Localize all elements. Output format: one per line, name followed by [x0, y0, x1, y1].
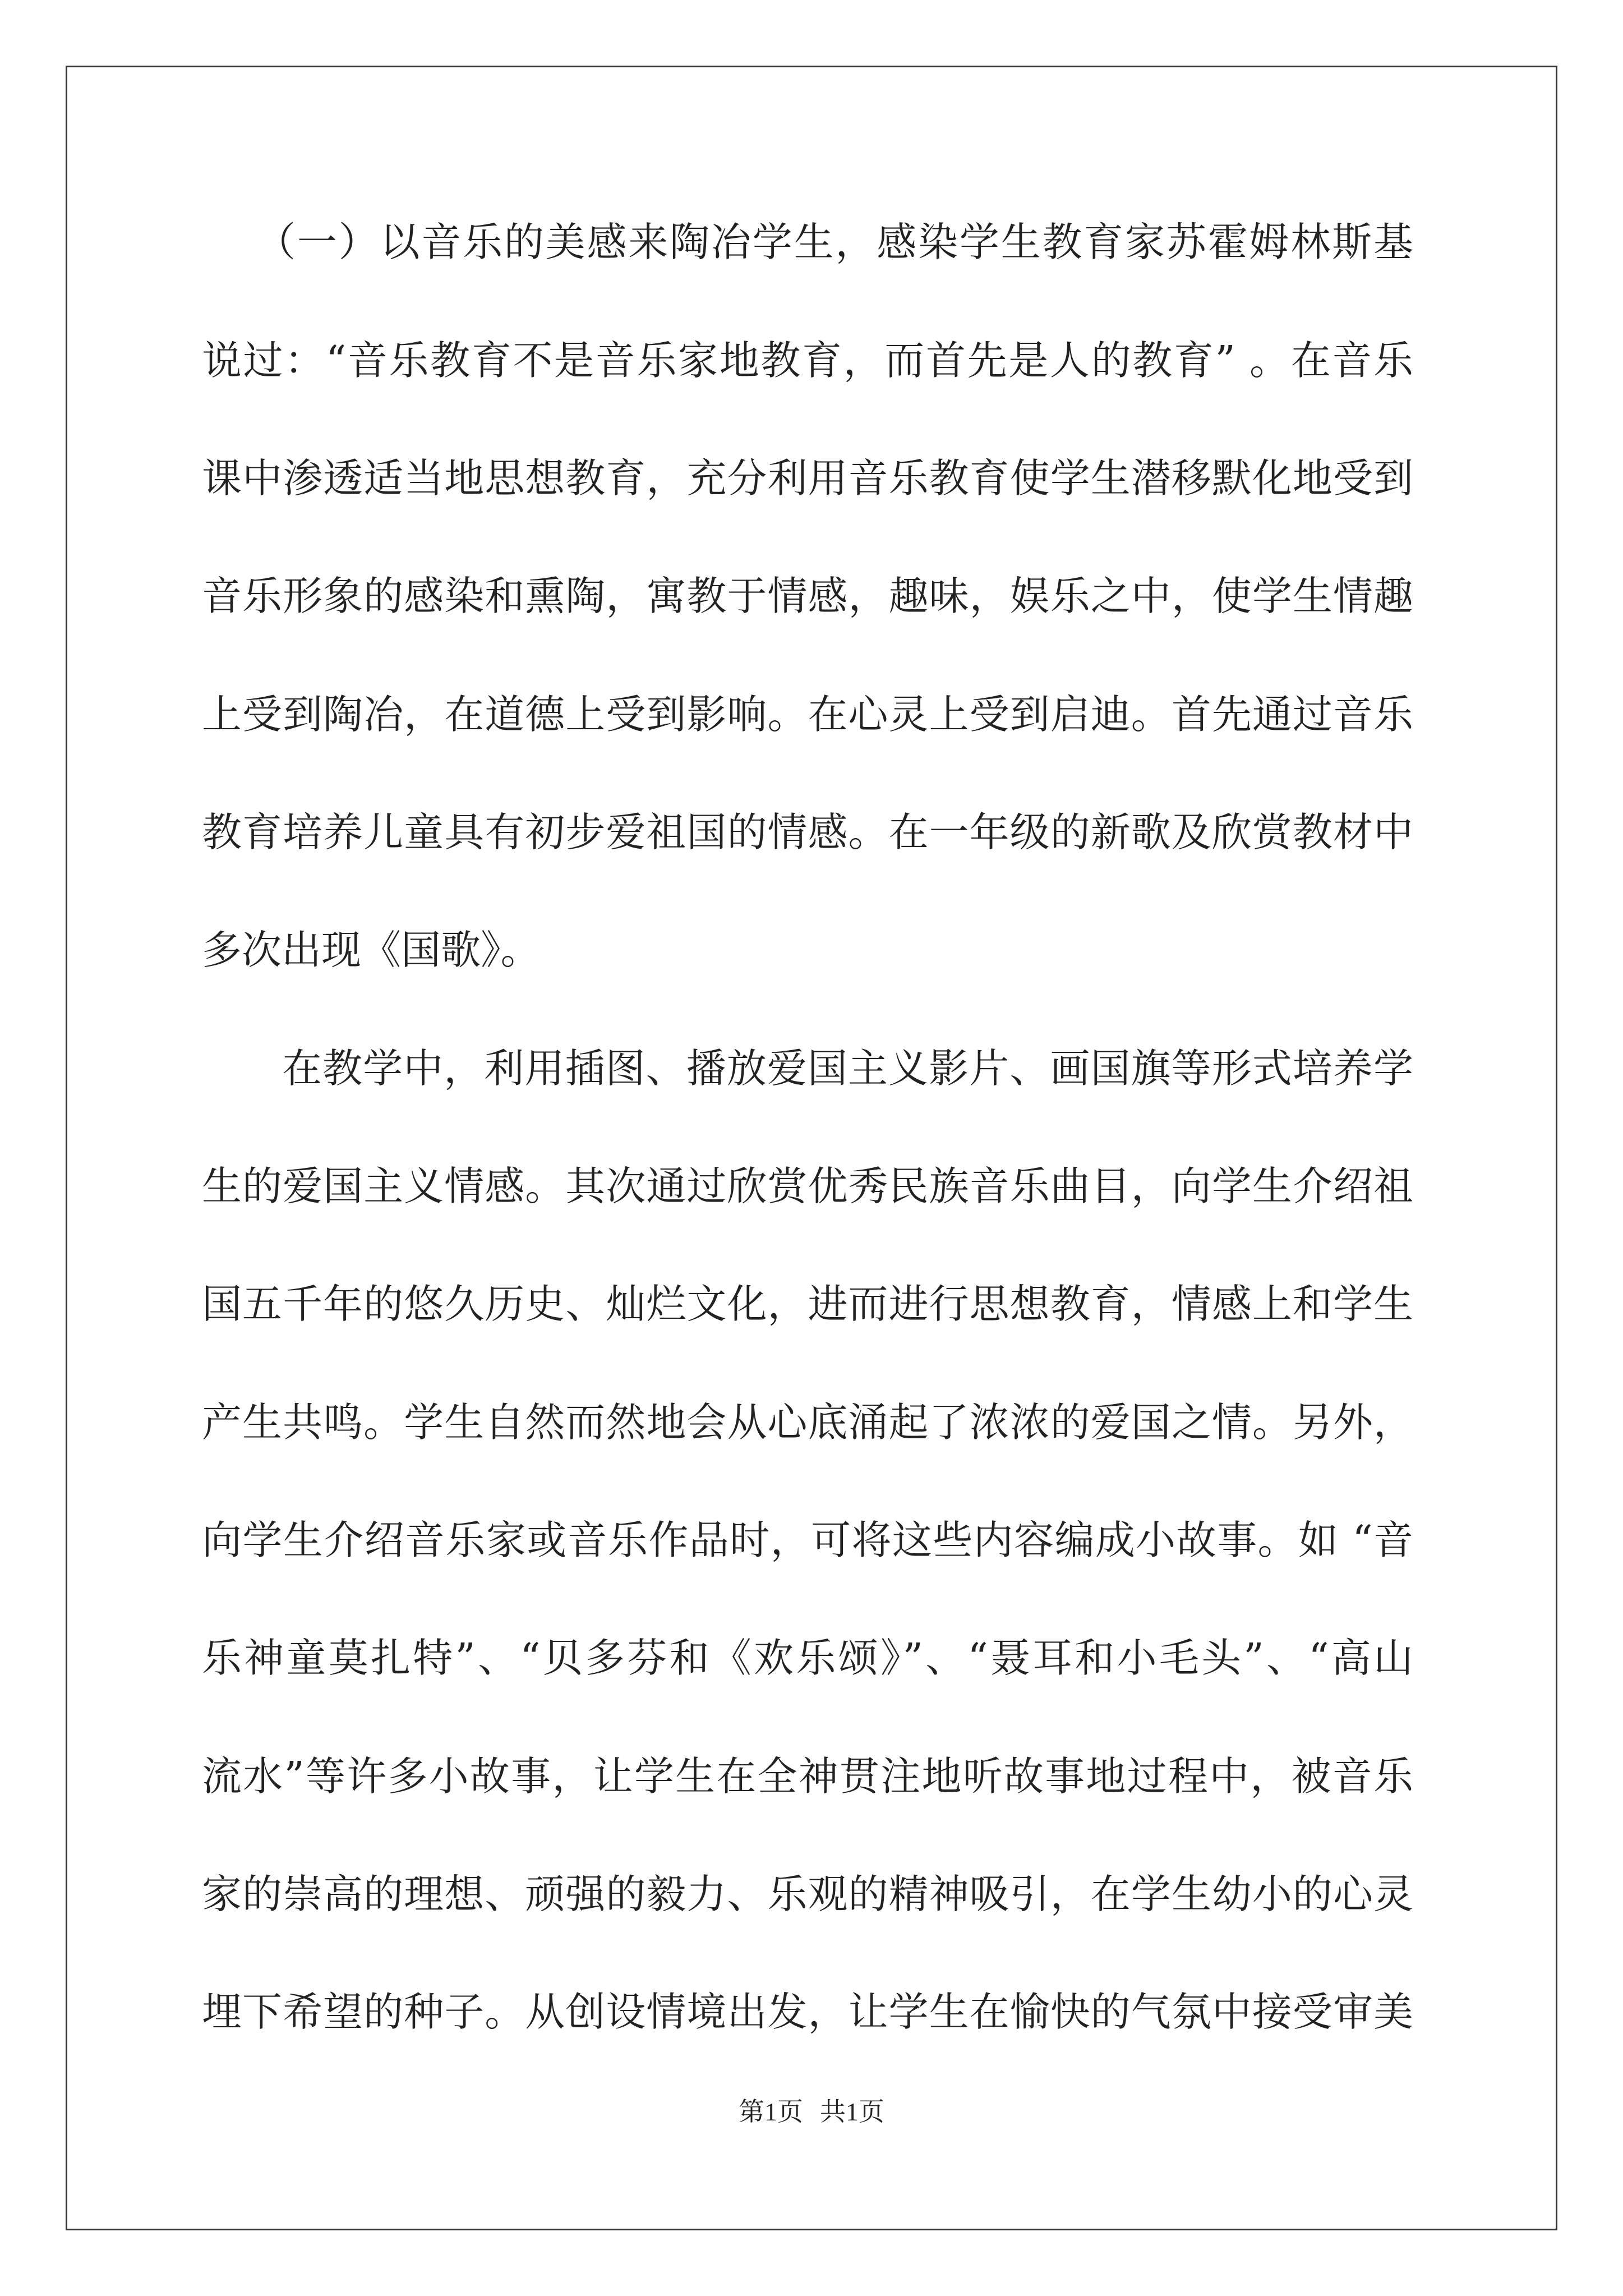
paragraph-2-line-3: 国五千年的悠久历史、灿烂文化，进而进行思想教育，情感上和学生	[202, 1281, 1413, 1327]
paragraph-2-line-5: 向学生介绍音乐家或音乐作品时，可将这些内容编成小故事。如 “音	[202, 1517, 1413, 1563]
paragraph-1-line-3: 课中渗透适当地思想教育，充分利用音乐教育使学生潜移默化地受到	[202, 455, 1413, 501]
page-number-total: 共1页	[820, 2097, 884, 2126]
paragraph-2-line-8: 家的崇高的理想、顽强的毅力、乐观的精神吸引，在学生幼小的心灵	[202, 1871, 1413, 1917]
paragraph-2-line-6: 乐神童莫扎特”、“贝多芬和《欢乐颂》”、“聂耳和小毛头”、“高山	[202, 1635, 1413, 1681]
paragraph-2-line-2: 生的爱国主义情感。其次通过欣赏优秀民族音乐曲目，向学生介绍祖	[202, 1163, 1413, 1209]
paragraph-1-line-6: 教育培养儿童具有初步爱祖国的情感。在一年级的新歌及欣赏教材中	[202, 809, 1413, 855]
paragraph-2-line-9: 埋下希望的种子。从创设情境出发，让学生在愉快的气氛中接受审美	[202, 1989, 1413, 2035]
page-number-current: 第1页	[739, 2097, 803, 2126]
page-footer	[0, 2095, 1623, 2129]
paragraph-1-line-7: 多次出现《国歌》。	[202, 927, 541, 973]
paragraph-1-line-5: 上受到陶冶，在道德上受到影响。在心灵上受到启迪。首先通过音乐	[202, 691, 1413, 738]
paragraph-2-line-1: 在教学中，利用插图、播放爱国主义影片、画国旗等形式培养学	[282, 1045, 1413, 1092]
paragraph-1-line-4: 音乐形象的感染和熏陶，寓教于情感，趣味，娱乐之中，使学生情趣	[202, 573, 1413, 619]
paragraph-2-line-7: 流水”等许多小故事，让学生在全神贯注地听故事地过程中，被音乐	[202, 1753, 1413, 1800]
paragraph-1-line-1: （一）以音乐的美感来陶冶学生，感染学生教育家苏霍姆林斯基	[256, 219, 1413, 265]
paragraph-1-line-2: 说过：“音乐教育不是音乐家地教育，而首先是人的教育” 。在音乐	[202, 337, 1413, 384]
paragraph-2-line-4: 产生共鸣。学生自然而然地会从心底涌起了浓浓的爱国之情。另外，	[202, 1399, 1413, 1446]
